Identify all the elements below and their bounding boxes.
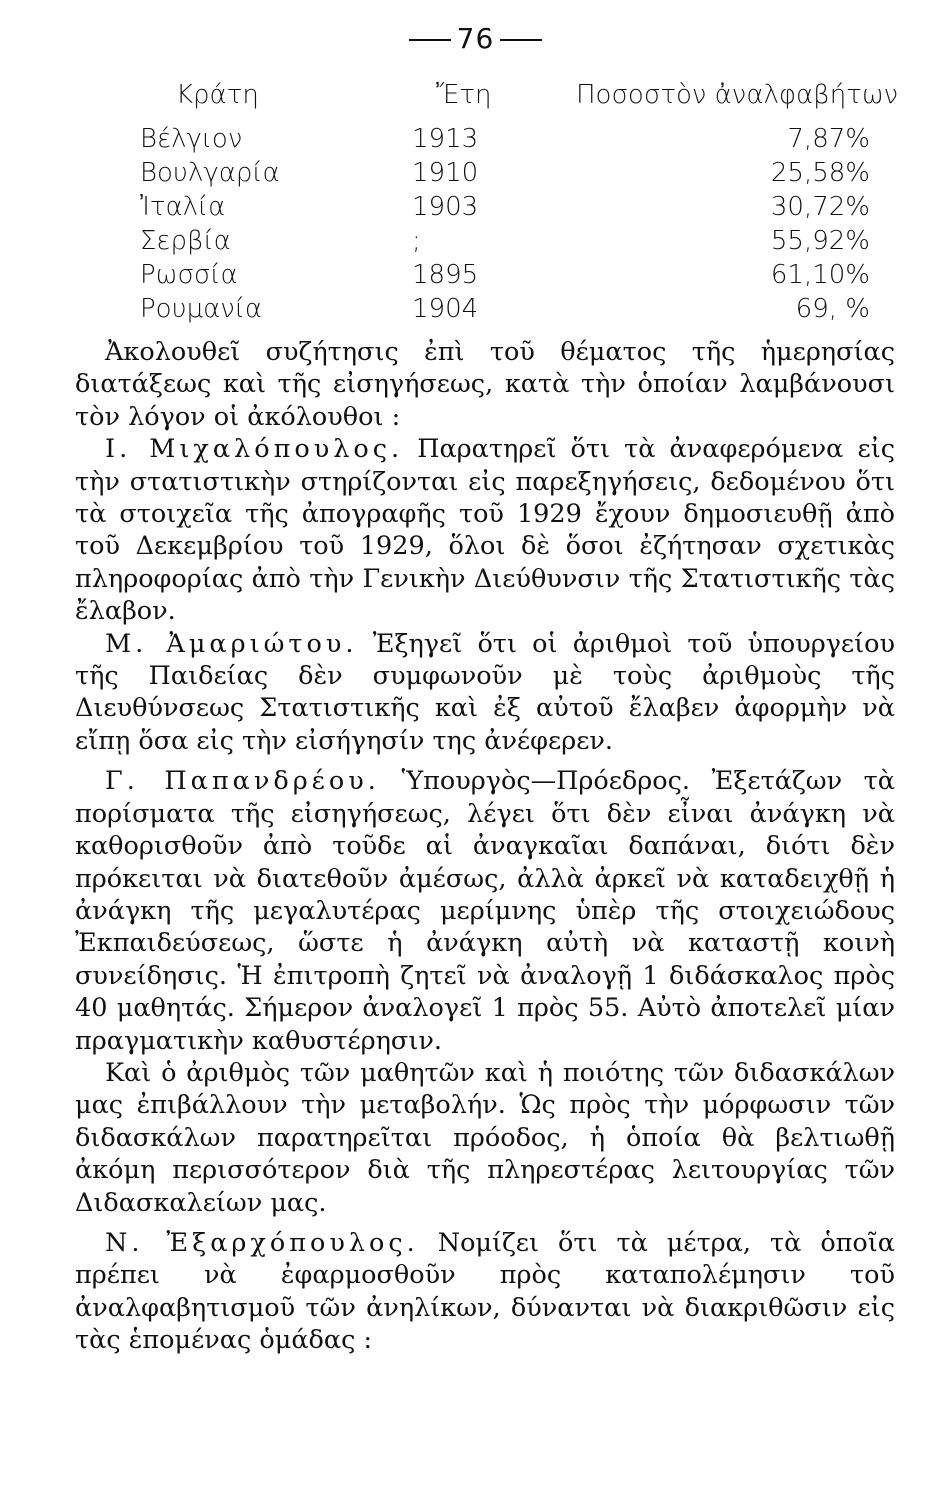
paragraph-text: Ὑπουργὸς—Πρόεδρος. Ἐξετάζων τὰ πορίσματα τῆς εἰσηγήσεως, λέγει ὅτι δὲν εἶναι ἀνάγκη νὰ καθορισθοῦν ἀπὸ τοῦδε αἱ ἀναγκαῖαι δαπάναι, διότι δὲν πρόκειται νὰ διατεθοῦν ἀμέσως, ἀλλὰ ἀρκεῖ νὰ καταδειχθῇ ἡ ἀνάγκη τῆς μεγαλυτέρας μερίμνης ὑπὲρ τῆς στοιχειώδους Ἐκπαιδεύσεως, ὥστε ἡ ἀνάγκη αὐτὴ νὰ καταστῇ κοινὴ συνείδησις. Ἡ ἐπιτροπὴ ζητεῖ νὰ ἀναλογῇ 1 διδάσκαλος πρὸς 40 μαθητάς. Σήμερον ἀναλογεῖ 1 πρὸς 55. Αὐτὸ ἀποτελεῖ μίαν πραγματικὴν καθυστέρησιν. — [75, 766, 895, 1056]
page-number-text: 76 — [456, 22, 495, 55]
table-row — [140, 192, 900, 226]
row-percentage: 55,92% — [770, 226, 870, 256]
row-year: 1903 — [412, 192, 479, 222]
paragraph — [75, 1057, 895, 1219]
row-country: Βουλγαρία — [140, 158, 280, 188]
paragraph — [75, 628, 895, 758]
row-country: Βέλγιον — [140, 124, 243, 154]
speaker-name: Γ. Παπανδρέου. — [105, 766, 380, 797]
table-row — [140, 260, 900, 294]
dash-right — [500, 39, 542, 41]
row-year: 1895 — [412, 260, 479, 290]
header-years: Ἔτη — [436, 80, 492, 110]
table-row — [140, 124, 900, 158]
table-row — [140, 294, 900, 328]
paragraph — [75, 433, 895, 627]
page-number — [0, 22, 951, 55]
illiteracy-table — [140, 80, 900, 328]
header-country: Κράτη — [176, 80, 259, 110]
row-country: Σερβία — [140, 226, 231, 256]
paragraph-text: Ἐξηγεῖ ὅτι οἱ ἀριθμοὶ τοῦ ὑπουργείου τῆς Παιδείας δὲν συμφωνοῦν μὲ τοὺς ἀριθμοὺς τῆς Διευθύνσεως Στατιστικῆς καὶ ἐξ αὐτοῦ ἔλαβεν ἀφορμὴν νὰ εἴπῃ ὅσα εἰς τὴν εἰσήγησίν της ἀνέφερεν. — [75, 628, 895, 756]
row-country: Ρωσσία — [140, 260, 238, 290]
paragraph-text: Καὶ ὁ ἀριθμὸς τῶν μαθητῶν καὶ ἡ ποιότης τῶν διδασκάλων μας ἐπιβάλλουν τὴν μεταβολήν. Ὡς πρὸς τὴν μόρφωσιν τῶν διδασκάλων παρατηρεῖται πρόοδος, ἡ ὁποία θὰ βελτιωθῇ ἀκόμη περισσότερον διὰ τῆς πληρεστέρας λειτουργίας τῶν Διδασκαλείων μας. — [75, 1057, 895, 1218]
speaker-name: Μ. Ἀμαριώτου. — [105, 628, 358, 659]
row-year: 1913 — [412, 124, 479, 154]
row-percentage: 7,87% — [787, 124, 870, 154]
table-row — [140, 158, 900, 192]
row-year: ; — [412, 226, 421, 256]
row-country: Ἰταλία — [140, 192, 226, 222]
paragraph-text: Παρατηρεῖ ὅτι τὰ ἀναφερόμενα εἰς τὴν στατιστικὴν στηρίζονται εἰς παρεξηγήσεις, δεδομένου ὅτι τὰ στοιχεῖα τῆς ἀπογραφῆς τοῦ 1929 ἔχουν δημοσιευθῇ ἀπὸ τοῦ Δεκεμβρίου τοῦ 1929, ὅλοι δὲ ὅσοι ἐζήτησαν σχετικὰς πληροφορίας ἀπὸ τὴν Γενικὴν Διεύθυνσιν τῆς Στατιστικῆς τὰς ἔλαβον. — [75, 434, 896, 627]
paragraph — [75, 765, 895, 1057]
paragraph-text: Νομίζει ὅτι τὰ μέτρα, τὰ ὁποῖα πρέπει νὰ ἐφαρμοσθοῦν πρὸς καταπολέμησιν τοῦ ἀναλφαβητισμοῦ τῶν ἀνηλίκων, δύνανται νὰ διακριθῶσιν εἰς τὰς ἑπομένας ὁμάδας : — [75, 1227, 895, 1356]
row-percentage: 69, % — [795, 294, 870, 324]
minutes-text — [75, 336, 895, 1357]
row-year: 1910 — [412, 158, 479, 188]
table-row — [140, 226, 900, 260]
dash-left — [409, 39, 451, 41]
row-percentage: 25,58% — [770, 158, 870, 188]
paragraph-text: Ἀκολουθεῖ συζήτησις ἐπὶ τοῦ θέματος τῆς ἡμερησίας διατάξεως καὶ τῆς εἰσηγήσεως, κατὰ τὴν ὁποίαν λαμβάνουσι τὸν λόγον οἱ ἀκόλουθοι : — [75, 337, 895, 432]
header-percentage: Ποσοστὸν ἀναλφαβήτων — [576, 80, 899, 110]
row-percentage: 61,10% — [770, 260, 870, 290]
paragraph — [75, 336, 895, 433]
speaker-name: Ι. Μιχαλόπουλος. — [105, 434, 404, 465]
row-country: Ρουμανία — [140, 294, 263, 324]
row-year: 1904 — [412, 294, 479, 324]
speaker-name: Ν. Ἐξαρχόπουλος. — [105, 1227, 419, 1258]
row-percentage: 30,72% — [770, 192, 870, 222]
paragraph — [75, 1227, 895, 1357]
table-header — [140, 80, 900, 124]
